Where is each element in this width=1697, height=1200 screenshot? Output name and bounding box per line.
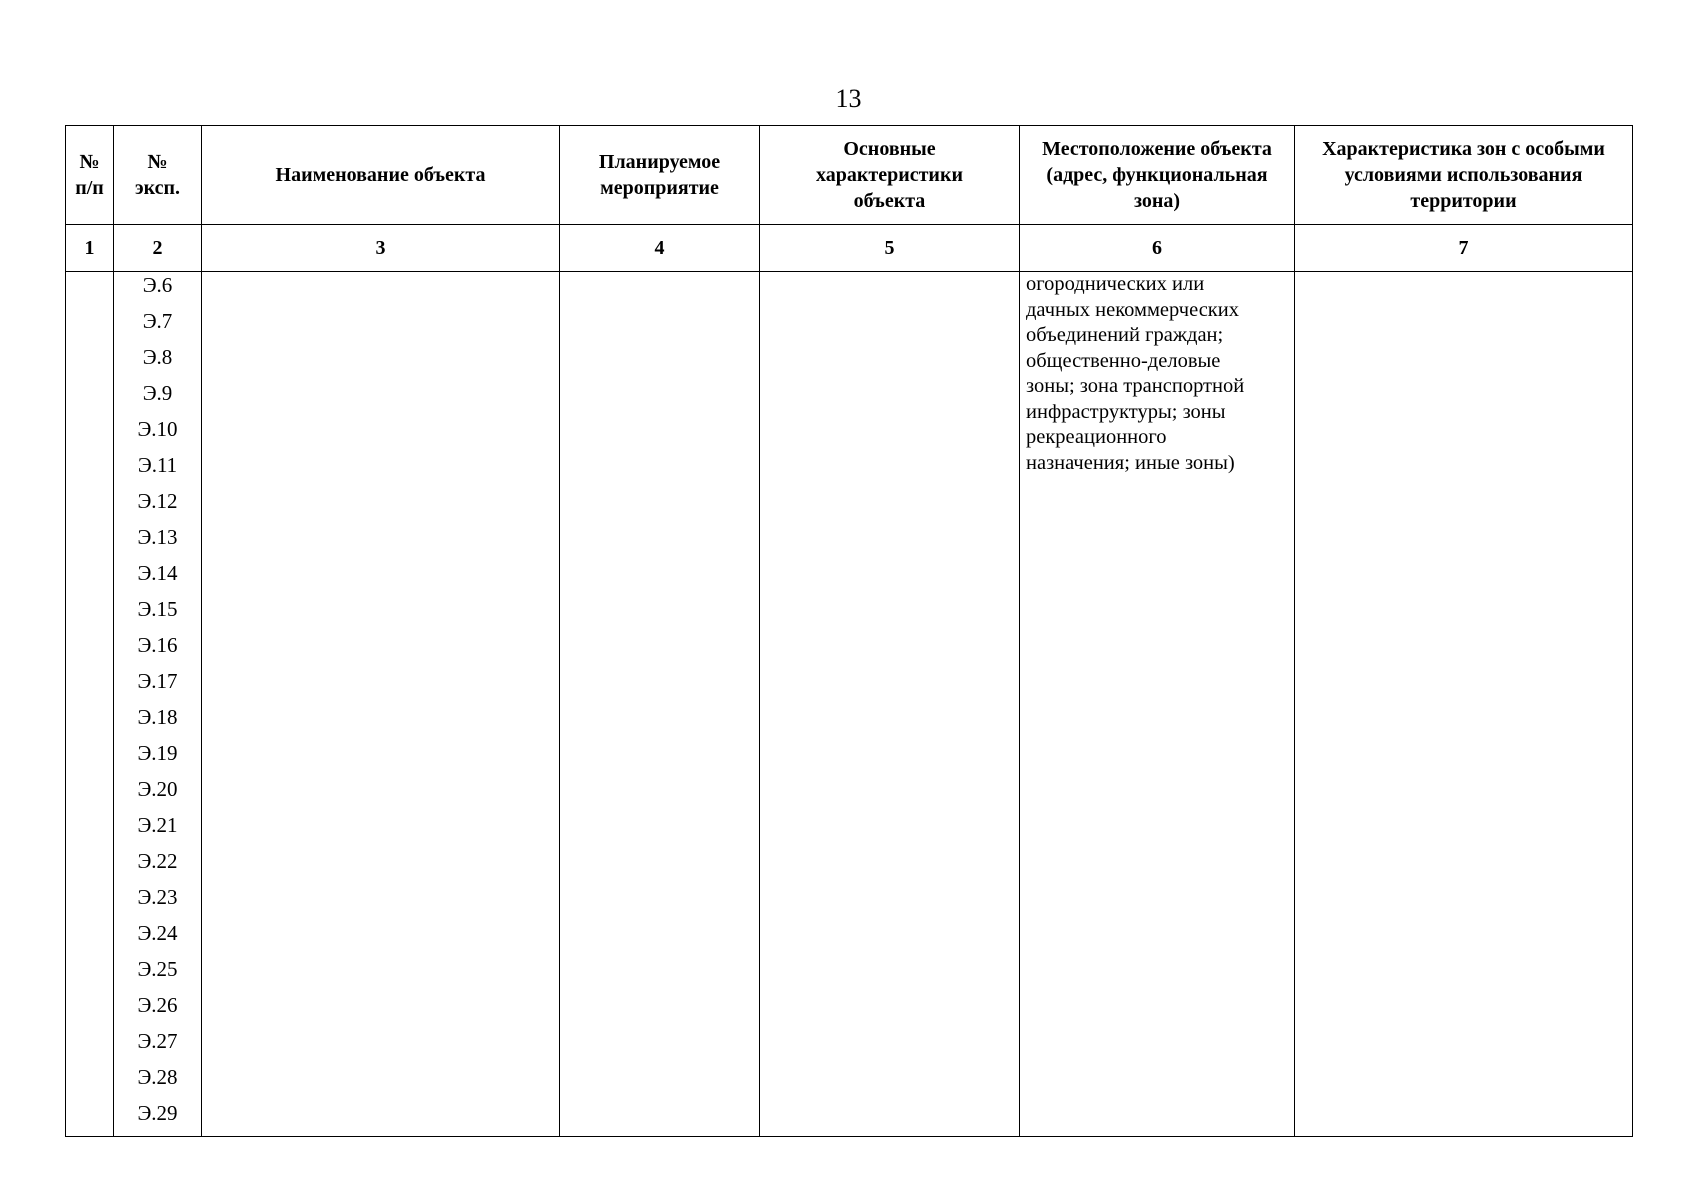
header-special-zones: Характеристика зон с особыми условиями использования территории: [1295, 126, 1633, 225]
header-location: Местоположение объекта (адрес, функциональная зона): [1020, 126, 1295, 225]
table-header-row: [66, 126, 1633, 225]
column-number: 7: [1295, 225, 1633, 272]
cell-pp: [66, 272, 114, 1137]
exposition-item: Э.14: [137, 561, 178, 585]
column-number: 4: [560, 225, 760, 272]
column-number: 5: [760, 225, 1020, 272]
exposition-item: Э.19: [137, 741, 178, 765]
exposition-item: Э.9: [142, 381, 173, 405]
exposition-item: Э.29: [137, 1101, 178, 1125]
exposition-item: Э.16: [137, 633, 178, 657]
cell-characteristics: [760, 272, 1020, 1137]
cell-location: [1020, 272, 1295, 1137]
exposition-item: Э.21: [137, 813, 178, 837]
exposition-item: Э.20: [137, 777, 178, 801]
cell-special-zones: [1295, 272, 1633, 1137]
header-pp: № п/п: [66, 126, 114, 225]
exposition-item: Э.15: [137, 597, 178, 621]
column-number: 2: [114, 225, 202, 272]
exposition-item: Э.12: [137, 489, 178, 513]
exposition-item: Э.17: [137, 669, 178, 693]
column-number: 6: [1020, 225, 1295, 272]
exposition-item: Э.24: [137, 921, 178, 945]
exposition-item: Э.11: [137, 453, 178, 477]
exposition-item: Э.23: [137, 885, 178, 909]
cell-object-name: [202, 272, 560, 1137]
exposition-item: Э.13: [137, 525, 178, 549]
exposition-item: Э.25: [137, 957, 178, 981]
header-exposition: № эксп.: [114, 126, 202, 225]
exposition-item: Э.10: [137, 417, 178, 441]
page-number: 13: [835, 84, 862, 113]
exposition-list: [114, 272, 201, 1136]
exposition-item: Э.7: [142, 309, 173, 333]
table-row: [66, 272, 1633, 1137]
cell-expositions: [114, 272, 202, 1137]
exposition-item: Э.28: [137, 1065, 178, 1089]
exposition-item: Э.6: [142, 273, 173, 297]
header-object-name: Наименование объекта: [202, 126, 560, 225]
column-number-row: [66, 225, 1633, 272]
exposition-item: Э.22: [137, 849, 178, 873]
location-text: огороднических или дачных некоммерческих объединений граждан; общественно-деловые зоны; зона транспортной инфраструктуры; зоны рекреационного назначения; иные зоны): [1026, 273, 1245, 474]
column-number: 3: [202, 225, 560, 272]
header-characteristics: Основные характеристики объекта: [760, 126, 1020, 225]
exposition-item: Э.18: [137, 705, 178, 729]
exposition-item: Э.8: [142, 345, 173, 369]
exposition-item: Э.27: [137, 1029, 178, 1053]
cell-planned-action: [560, 272, 760, 1137]
exposition-item: Э.26: [137, 993, 178, 1017]
column-number: 1: [66, 225, 114, 272]
objects-table: [65, 125, 1633, 1137]
header-planned-action: Планируемое мероприятие: [560, 126, 760, 225]
